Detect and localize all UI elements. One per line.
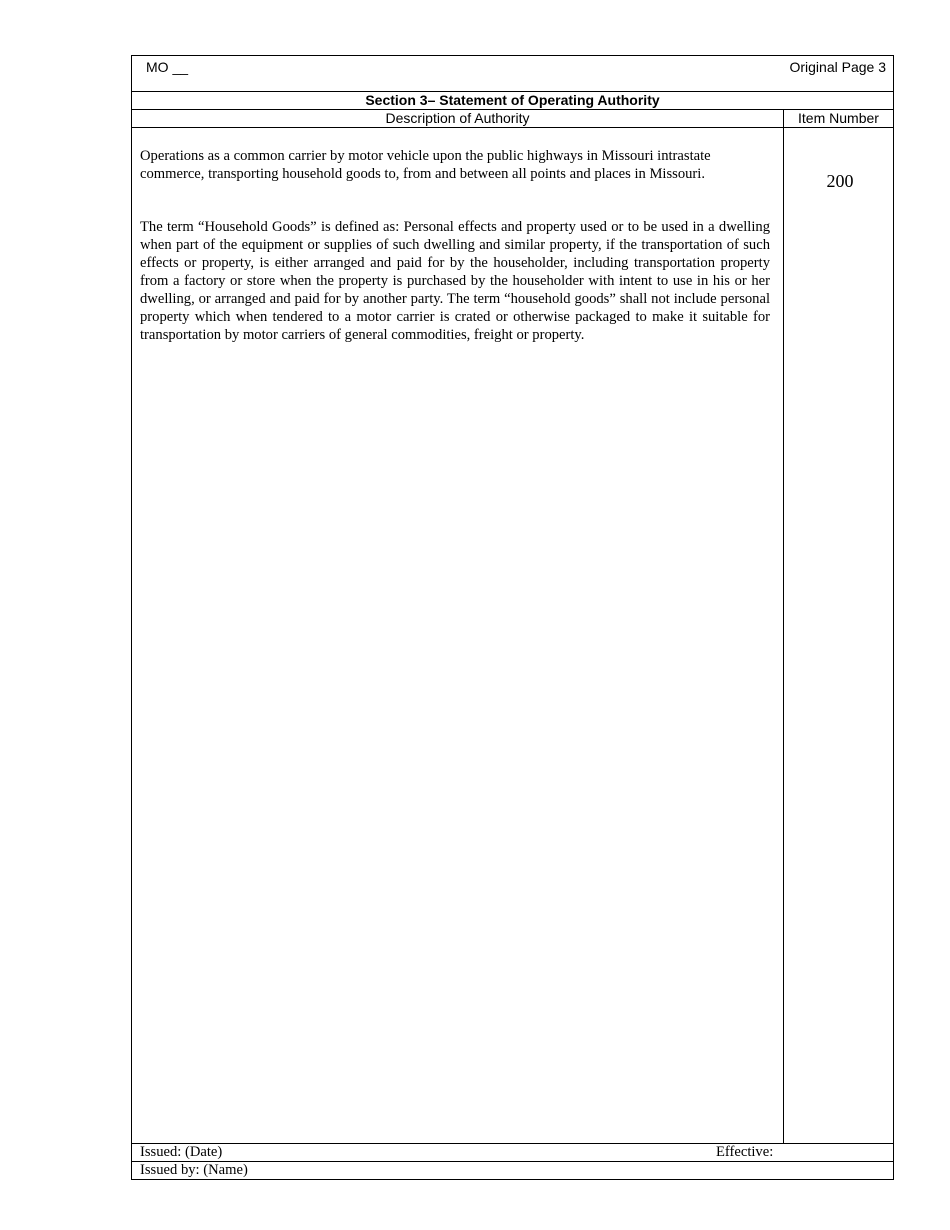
column-separator [783, 110, 784, 1144]
column-header-description: Description of Authority [385, 110, 530, 126]
page-label: Original Page 3 [789, 59, 886, 75]
household-goods-definition: The term “Household Goods” is defined as: Personal effects and property used or to be used in a dwelling when part of the equipment or supplies of such dwelling and similar property, if the transportation of such effects or property, is either arranged and paid for by the householder, including transportation property from a factory or store when the property is purchased by the householder with intent to use in his or her dwelling, or arranged and paid for by another party. The term “household goods” shall not include personal property which when tendered to a motor carrier is crated or otherwise packaged to make it suitable for transportation by motor carriers of general commodities, freight or property. [140, 219, 770, 343]
column-header-item-number: Item Number [798, 110, 879, 126]
section-title: Section 3– Statement of Operating Authority [365, 92, 660, 108]
column-header-divider [132, 127, 893, 128]
issued-by: Issued by: (Name) [140, 1162, 248, 1178]
issued-date: Issued: (Date) [140, 1144, 223, 1160]
tariff-id: MO __ [146, 59, 189, 75]
effective-label: Effective: [716, 1144, 774, 1160]
tariff-page [131, 55, 894, 1180]
item-number-value: 200 [826, 171, 854, 191]
authority-paragraph: Operations as a common carrier by motor vehicle upon the public highways in Missouri intrastate commerce, transporting household goods to, from and between all points and places in Missouri. [140, 148, 711, 182]
footer-divider [132, 1143, 893, 1144]
